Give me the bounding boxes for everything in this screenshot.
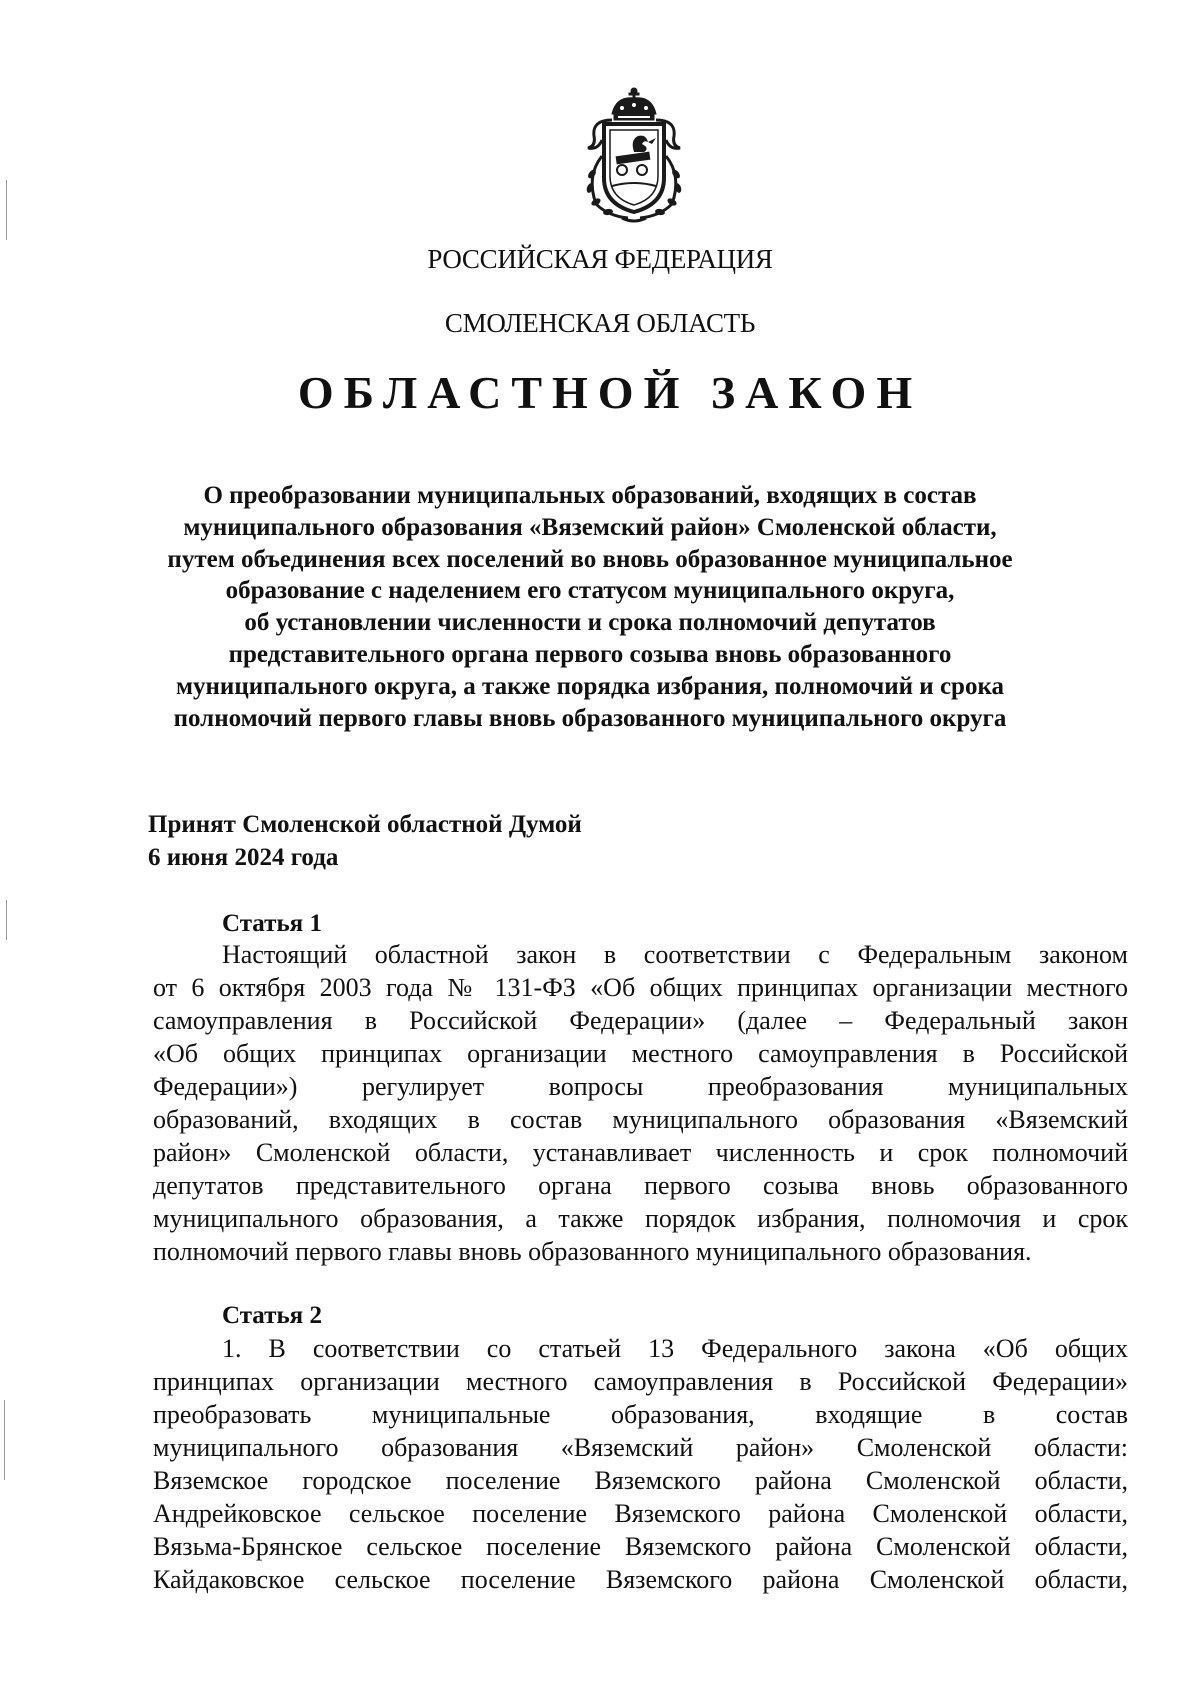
- coat-of-arms-emblem: [572, 86, 696, 224]
- article-2-line: Андрейковское сельское поселение Вяземского района Смоленской области,: [153, 1499, 1128, 1528]
- scan-margin-mark: [6, 900, 7, 940]
- article-2-line: 1. В соответствии со статьей 13 Федерального закона «Об общих: [222, 1334, 1128, 1363]
- article-2-line: Вязьма-Брянское сельское поселение Вяземского района Смоленской области,: [153, 1532, 1128, 1561]
- scan-margin-mark: [4, 1400, 5, 1480]
- article-2-line: преобразовать муниципальные образования, входящие в состав: [153, 1400, 1128, 1429]
- article-2-line: Вяземское городское поселение Вяземского района Смоленской области,: [153, 1466, 1128, 1495]
- article-2-line: Кайдаковское сельское поселение Вяземского района Смоленской области,: [153, 1565, 1128, 1594]
- adopted-date: 6 июня 2024 года: [148, 844, 339, 871]
- article-1-line: образований, входящих в состав муниципального образования «Вяземский: [153, 1105, 1128, 1134]
- article-1-body: [153, 938, 1128, 1268]
- law-title-line: представительного органа первого созыва вновь образованного: [228, 640, 952, 668]
- article-1-heading: Статья 1: [222, 910, 322, 937]
- law-title-line: путем объединения всех поселений во вновь образованное муниципальное: [167, 545, 1013, 573]
- article-1-line: самоуправления в Российской Федерации» (далее – Федеральный закон: [153, 1006, 1128, 1035]
- adopted-by: Принят Смоленской областной Думой: [148, 811, 582, 838]
- country-heading: РОССИЙСКАЯ ФЕДЕРАЦИЯ: [427, 244, 773, 274]
- article-1-line: муниципального образования, а также порядок избрания, полномочия и срок: [153, 1204, 1128, 1233]
- adoption-note: [148, 808, 582, 874]
- law-title-line: полномочий первого главы вновь образованного муниципального округа: [173, 704, 1007, 732]
- article-1-line: район» Смоленской области, устанавливает численность и срок полномочий: [153, 1138, 1128, 1167]
- article-1-line: от 6 октября 2003 года № 131-ФЗ «Об общих принципах организации местного: [153, 973, 1128, 1002]
- document-type-heading: ОБЛАСТНОЙ ЗАКОН: [297, 367, 923, 418]
- article-1-line: Настоящий областной закон в соответствии с Федеральным законом: [222, 940, 1128, 969]
- article-2-heading: Статья 2: [222, 1302, 322, 1329]
- law-title-line: муниципального округа, а также порядка избрания, полномочий и срока: [176, 672, 1004, 700]
- article-2-body: [153, 1332, 1128, 1596]
- law-title: [140, 480, 1040, 734]
- region-heading: СМОЛЕНСКАЯ ОБЛАСТЬ: [444, 308, 756, 338]
- article-1-line: «Об общих принципах организации местного самоуправления в Российской: [153, 1039, 1128, 1068]
- article-2-line: муниципального образования «Вяземский район» Смоленской области:: [153, 1433, 1128, 1462]
- article-2-line: принципах организации местного самоуправления в Российской Федерации»: [153, 1367, 1128, 1396]
- law-title-line: об установлении численности и срока полномочий депутатов: [244, 609, 936, 637]
- scan-margin-mark: [6, 180, 7, 240]
- article-1-line: полномочий первого главы вновь образованного муниципального образования.: [153, 1237, 1032, 1266]
- law-title-line: О преобразовании муниципальных образований, входящих в состав: [203, 482, 977, 509]
- law-title-line: образование с наделением его статусом муниципального округа,: [225, 577, 955, 605]
- law-title-line: муниципального образования «Вяземский район» Смоленской области,: [183, 513, 997, 541]
- article-1-line: депутатов представительного органа первого созыва вновь образованного: [153, 1171, 1128, 1200]
- article-1-line: Федерации») регулирует вопросы преобразования муниципальных: [153, 1072, 1128, 1101]
